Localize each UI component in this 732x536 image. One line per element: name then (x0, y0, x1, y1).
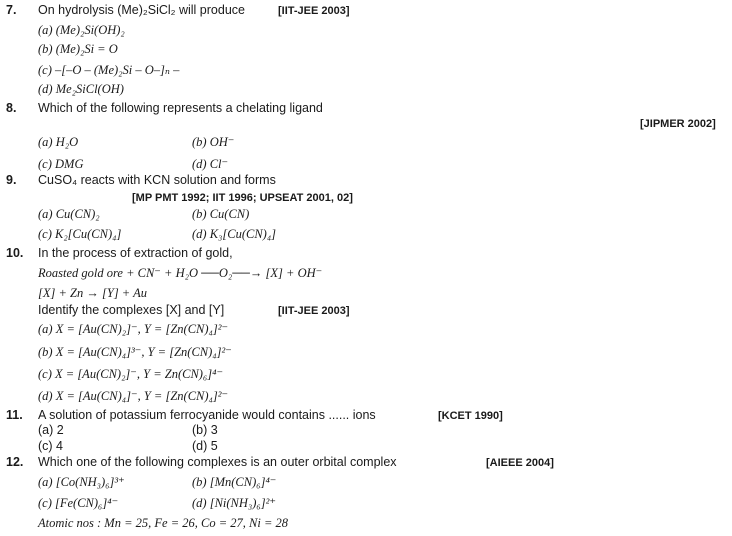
option-d: (d) Cl⁻ (192, 157, 229, 171)
option-a: (a) Cu(CN)₂ (38, 207, 100, 221)
option-b: (b) OH⁻ (192, 135, 235, 149)
question-number: 11. (6, 408, 23, 422)
question-stem: In the process of extraction of gold, (38, 246, 233, 260)
option-b: (b) X = [Au(CN)₄]³⁻, Y = [Zn(CN)₄]²⁻ (38, 345, 232, 359)
exam-tag: [MP PMT 1992; IIT 1996; UPSEAT 2001, 02] (132, 192, 353, 204)
option-b: (b) 3 (192, 423, 218, 437)
question-stem: Which of the following represents a chelating ligand (38, 101, 323, 115)
option-c: (c) –[–O – (Me)₂Si – O–]ₙ – (38, 63, 180, 77)
reaction-equation-2: [X] + Zn → [Y] + Au (38, 286, 148, 300)
option-a: (a) 2 (38, 423, 64, 437)
option-d: (d) K₃[Cu(CN)₄] (192, 227, 277, 241)
exam-tag: [IIT-JEE 2003] (278, 305, 350, 317)
option-b: (b) [Mn(CN)₆]⁴⁻ (192, 475, 277, 489)
question-prompt: Identify the complexes [X] and [Y] (38, 303, 225, 317)
option-d: (d) [Ni(NH₃)₆]²⁺ (192, 496, 276, 510)
atomic-numbers-note: Atomic nos : Mn = 25, Fe = 26, Co = 27, Ni = 28 (38, 516, 289, 530)
question-number: 7. (6, 3, 17, 17)
option-a: (a) H₂O (38, 135, 79, 149)
question-number: 9. (6, 173, 17, 187)
option-c: (c) [Fe(CN)₆]⁴⁻ (38, 496, 119, 510)
option-a: (a) [Co(NH₃)₆]³⁺ (38, 475, 125, 489)
question-number: 8. (6, 101, 17, 115)
question-number: 10. (6, 246, 24, 260)
exam-tag: [KCET 1990] (438, 410, 503, 422)
option-c: (c) X = [Au(CN)₂]⁻, Y = Zn(CN)₆]⁴⁻ (38, 367, 224, 381)
option-d: (d) X = [Au(CN)₄]⁻, Y = [Zn(CN)₄]²⁻ (38, 389, 229, 403)
question-stem: A solution of potassium ferrocyanide would contains ...... ions (38, 408, 376, 422)
option-d: (d) Me₂SiCl(OH) (38, 82, 124, 96)
option-b: (b) (Me)₂Si = O (38, 42, 118, 56)
exam-tag: [IIT-JEE 2003] (278, 5, 350, 17)
option-b: (b) Cu(CN) (192, 207, 250, 221)
option-c: (c) DMG (38, 157, 84, 171)
question-number: 12. (6, 455, 24, 469)
option-c: (c) K₂[Cu(CN)₄] (38, 227, 122, 241)
option-d: (d) 5 (192, 439, 218, 453)
reaction-equation-1: Roasted gold ore + CN⁻ + H₂O ──O₂──→ [X] + OH⁻ (38, 266, 323, 280)
question-stem: On hydrolysis (Me)₂SiCl₂ will produce (38, 3, 245, 17)
question-stem: CuSO₄ reacts with KCN solution and forms (38, 173, 276, 187)
option-a: (a) (Me)₂Si(OH)₂ (38, 23, 125, 37)
question-stem: Which one of the following complexes is an outer orbital complex (38, 455, 397, 469)
exam-tag: [AIEEE 2004] (486, 457, 554, 469)
exam-tag: [JIPMER 2002] (640, 118, 716, 130)
option-a: (a) X = [Au(CN)₂]⁻, Y = [Zn(CN)₄]²⁻ (38, 322, 229, 336)
option-c: (c) 4 (38, 439, 63, 453)
